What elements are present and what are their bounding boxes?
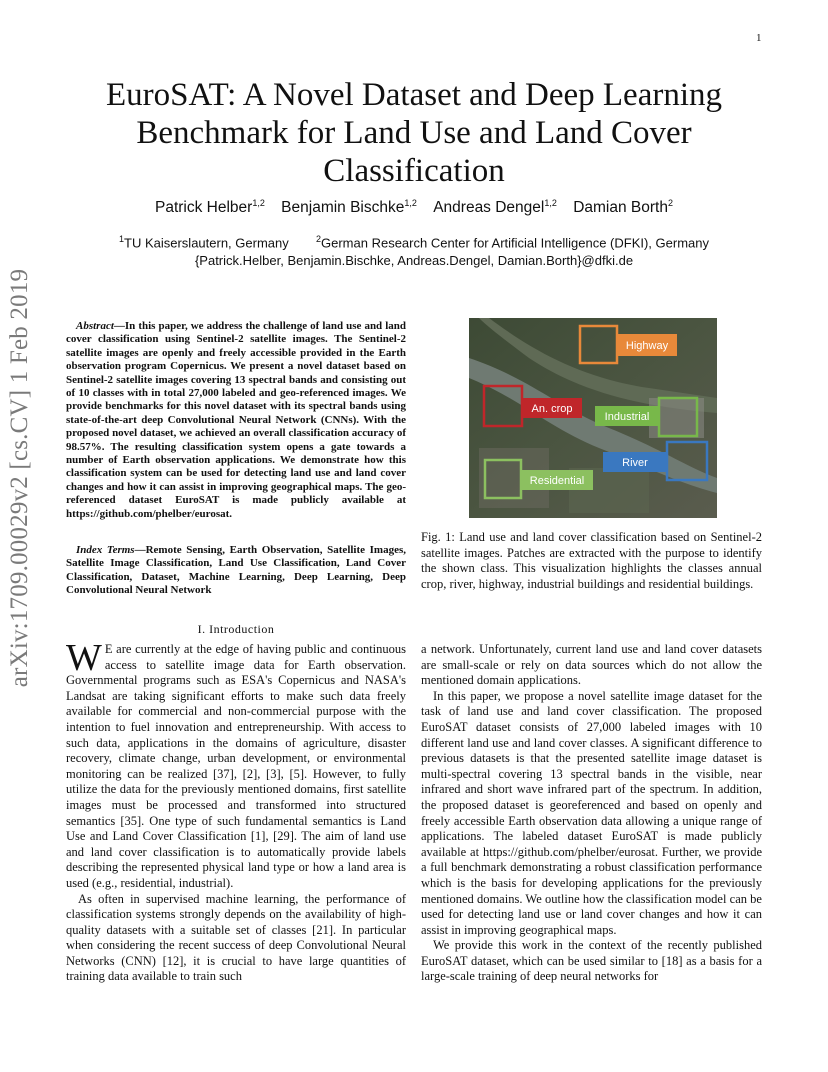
drop-cap: W [66,637,102,679]
page-number: 1 [756,32,762,44]
abstract-label: Abstract [76,320,114,332]
affiliation-line: $^1$TU Kaiserslautern, Germany $^2$German Research Center for Artificial Intelligence (DFKI), Germany [119,234,709,251]
author-list [60,198,768,217]
paper-title: EuroSAT: A Novel Dataset and Deep Learning Benchmark for Land Use and Land Cover Classification [105,77,723,189]
right-column [421,642,762,985]
intro-paragraph: We provide this work in the context of the recently published EuroSAT dataset, which can be used similar to [18] as a basis for a large-scale training of deep neural networks for [421,938,762,984]
arxiv-identifier: arXiv:1709.00029v2 [cs.CV] 1 Feb 2019 [6,268,33,688]
left-column [66,637,406,985]
index-terms [66,544,406,598]
author: Andreas Dengel$^{1,2}$ [433,198,557,217]
affiliations [60,230,768,270]
author-emails: {Patrick.Helber, Benjamin.Bischke, Andreas.Dengel, Damian.Borth}@dfki.de [194,253,634,269]
section-heading: I. Introduction [197,622,275,636]
abstract-text: —In this paper, we address the challenge of land use and land cover classification using Sentinel-2 satellite images. The Sentinel-2 satellite images are openly and freely accessible provided in the Earth observation program Copernicus. We present a novel dataset based on Sentinel-2 satellite images covering 13 spectral bands and consisting out of 10 classes with in total 27,000 labeled and geo-referenced images. We provide benchmarks for this novel dataset with its spectral bands using state-of-the-art deep Convolutional Neural Network (CNNs). With the proposed novel dataset, we achieved an overall classification accuracy of 98.57%. The resulting classification system opens a gate towards a number of Earth observation applications. We demonstrate how this classification system can be used for detecting land use and land cover changes and how it can assist in improving geographical maps. The geo-referenced dataset EuroSAT is made publicly available at https://github.com/phelber/eurosat. [66,320,406,520]
author: Patrick Helber$^{1,2}$ [155,198,265,217]
intro-paragraph: In this paper, we propose a novel satellite image dataset for the task of land use and land cover classification. The proposed EuroSAT dataset consists of 27,000 labeled images with 10 different land use and land cover classes. A significant difference to previous datasets is that the presented satellite image dataset is multi-spectral covering 13 spectral bands in the visible, near infrared and short wave infrared part of the spectrum. In addition, the proposed dataset is georeferenced and based on openly and freely accessible Earth observation data allowing a unique range of applications. The labeled dataset EuroSAT is made publicly available at https://github.com/phelber/eurosat. Further, we provide a full benchmark demonstrating a robust classification performance which is the basis for developing applications for the previously mentioned domains. We outline how the classification model can be used for detecting land use or land cover changes and how it can assist in improving geographical maps. [421,688,762,937]
abstract [66,320,406,521]
residential-label: Residential [529,475,585,487]
intro-paragraph: a network. Unfortunately, current land use and land cover datasets are small-scale or rely on data sources which do not allow the mentioned domain applications. [421,642,762,688]
author: Benjamin Bischke$^{1,2}$ [281,198,417,217]
satellite-image [469,318,717,518]
author: Damian Borth$^2$ [573,198,673,217]
industrial-label: Industrial [604,411,650,423]
satellite-figure [469,318,717,518]
intro-paragraph: W E are currently at the edge of having public and continuous access to satellite image data for Earth observation. Governmental programs such as ESA's Copernicus and NASA's Landsat are taking significant efforts to make such data freely available for commercial and non-commercial purpose with the intention to fuel innovation and entrepreneurship. With access to such data, applications in the domains of agriculture, disaster recovery, climate change, urban development, or environmental monitoring can be realized [37], [2], [3], [5]. However, to fully utilize the data for the previously mentioned domains, first satellite images must be processed and transformed into structured semantics [35]. One type of such fundamental semantics is Land Use and Land Cover Classification [1], [29]. The aim of land use and land cover classification is to automatically provide labels describing the represented physical land type or how a land area is used (e.g., residential, industrial). [66,637,406,890]
ancrop-label: An. crop [531,403,573,415]
intro-paragraph: As often in supervised machine learning, the performance of classification systems strongly depends on the availability of high-quality datasets with a suitable set of classes [21]. In particular when considering the recent success of deep Convolutional Neural Networks (CNN) [12], it is crucial to have large quantities of training data available to train such [66,891,406,984]
index-terms-label: Index Terms [76,544,135,556]
index-terms-text: —Remote Sensing, Earth Observation, Satellite Images, Satellite Image Classification, Land Use Classification, Land Cover Classification, Dataset, Machine Learning, Deep Learning, Deep Convolutional Neural Network [66,544,406,597]
river-label: River [622,457,648,469]
figure-caption: Fig. 1: Land use and land cover classification based on Sentinel-2 satellite images. Patches are extracted with the purpose to identify the shown class. This visualization highlights the classes annual crop, river, highway, industrial buildings and residential buildings. [421,530,762,591]
highway-label: Highway [625,340,669,352]
